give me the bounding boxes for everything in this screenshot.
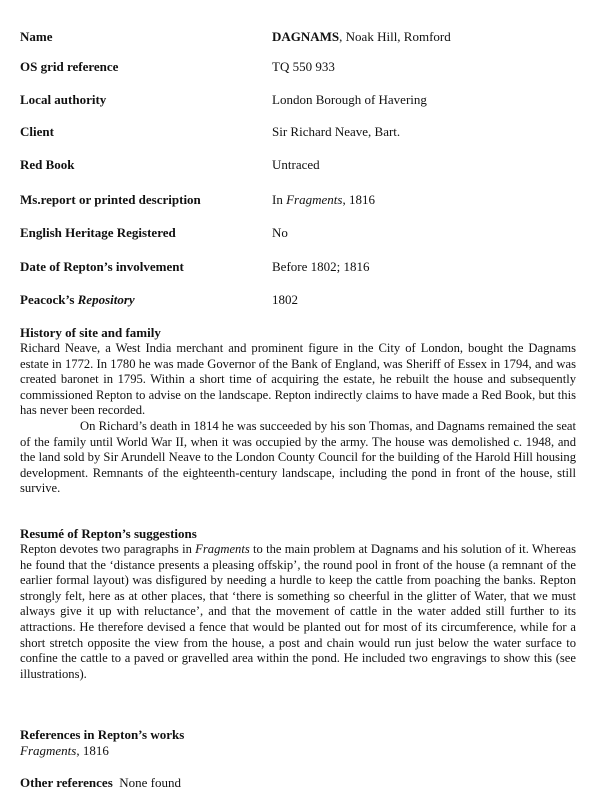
- field-label-repository: [20, 290, 135, 310]
- field-row-name: [0, 27, 594, 47]
- field-row-printed-description: [0, 190, 594, 210]
- field-value-red-book: Untraced: [272, 157, 320, 172]
- other-references-label: Other references: [20, 775, 113, 790]
- site-name: DAGNAMS: [272, 29, 340, 44]
- field-label-heritage: English Heritage Registered: [20, 225, 176, 240]
- field-label-printed-description: Ms.report or printed description: [20, 192, 201, 207]
- field-row-os-grid: [0, 57, 594, 77]
- field-row-client: [0, 122, 594, 142]
- field-value-name: [272, 27, 451, 47]
- label-prefix: Peacock’s: [20, 292, 78, 307]
- value-prefix: In: [272, 192, 287, 207]
- references-year: , 1816: [76, 743, 109, 758]
- history-heading: History of site and family: [20, 325, 161, 340]
- history-paragraph: Richard Neave, a West India merchant and prominent figure in the City of London, bought the Dagnams estate in 1772. In 1780 he was made Governor of the Bank of England, was Sheriff of Essex in 1794, and was created baronet in 1795. Within a short time of acquiring the estate, he rebuilt the house and subsequently commissioned Repton to advise on the landscape. Repton indirectly claims to have made a Red Book, but this has never been recorded.: [20, 341, 576, 418]
- field-row-red-book: [0, 155, 594, 175]
- other-references: [20, 775, 181, 791]
- field-label-local-authority: Local authority: [20, 92, 107, 107]
- field-label-involvement-date: Date of Repton’s involvement: [20, 259, 184, 274]
- field-label-name: Name: [20, 29, 53, 44]
- references-heading: References in Repton’s works: [20, 727, 185, 742]
- resume-publication: Fragments: [195, 542, 250, 556]
- field-value-involvement-date: Before 1802; 1816: [272, 259, 370, 274]
- field-value-client: Sir Richard Neave, Bart.: [272, 124, 401, 139]
- field-row-local-authority: [0, 90, 594, 110]
- resume-heading: Resumé of Repton’s suggestions: [20, 526, 197, 541]
- publication-year: , 1816: [342, 192, 375, 207]
- field-row-heritage: [0, 223, 594, 243]
- references-value: [20, 743, 109, 759]
- field-row-involvement-date: [0, 257, 594, 277]
- other-references-value: None found: [119, 775, 182, 790]
- resume-paragraph: [20, 542, 576, 682]
- field-label-red-book: Red Book: [20, 157, 75, 172]
- label-italic: Repository: [77, 292, 135, 307]
- resume-text: to the main problem at Dagnams and his solution of it. Whereas he found that the ‘distance presents a pleasing offskip’, the round pool in front of the house (a remnant of the earlier formal layout) was disfigured by needing a hurdle to keep the cattle from poaching the banks. Repton strongly felt, here as at other places, that ‘there is something so cheerful in the glitter of Water, that we must always give it up with reluctance’, and that the movement of cattle in the water added still further to its attractions. He therefore devised a fence that would be planted out for most of its circumference, while for a short stretch opposite the view from the house, a post and chain would run just below the water surface to confine the cattle to a paved or gravelled area within the pond. He included two engravings to show this (see illustrations).: [20, 542, 576, 681]
- field-label-os-grid: OS grid reference: [20, 59, 119, 74]
- field-value-heritage: No: [272, 225, 288, 240]
- field-value-printed-description: [272, 190, 375, 210]
- resume-text-prefix: Repton devotes two paragraphs in: [20, 542, 196, 556]
- field-row-repository: [0, 290, 594, 310]
- references-publication: Fragments: [20, 743, 77, 758]
- history-body: [20, 341, 576, 497]
- site-location: , Noak Hill, Romford: [339, 29, 451, 44]
- field-value-local-authority: London Borough of Havering: [272, 92, 427, 107]
- field-value-os-grid: TQ 550 933: [272, 59, 335, 74]
- publication-title: Fragments: [286, 192, 343, 207]
- field-value-repository: 1802: [272, 292, 298, 307]
- resume-body: [20, 542, 576, 682]
- history-paragraph: On Richard’s death in 1814 he was succeeded by his son Thomas, and Dagnams remained the seat of the family until World War II, when it was occupied by the army. The house was demolished c. 1948, and the land sold by Sir Arundell Neave to the London County Council for the building of the Harold Hill housing development. Remnants of the eighteenth-century landscape, including the pond in front of the house, still survive.: [20, 418, 576, 496]
- field-label-client: Client: [20, 124, 54, 139]
